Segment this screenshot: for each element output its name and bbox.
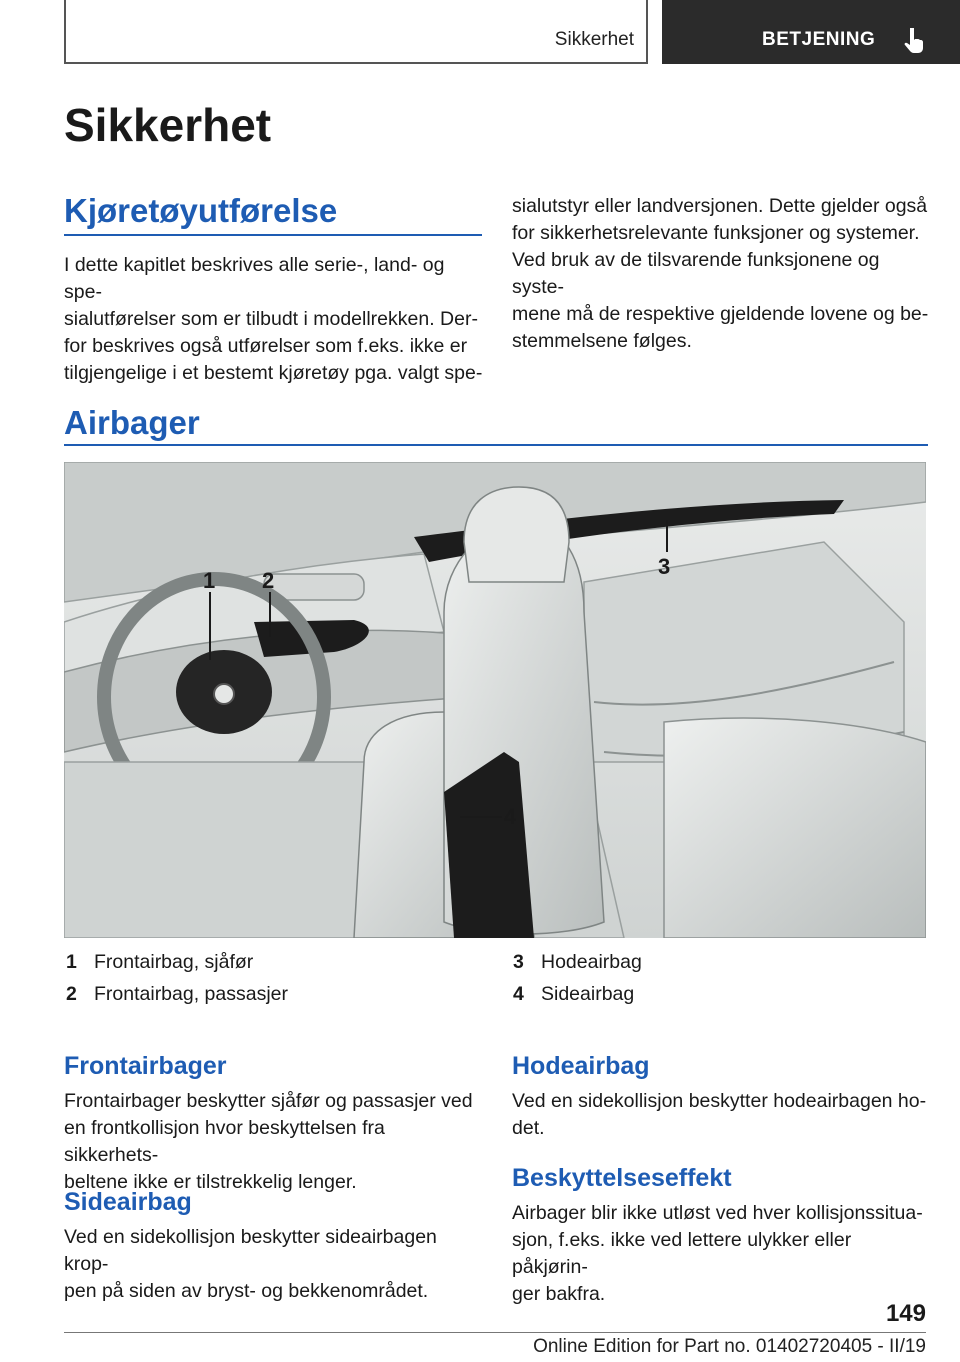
vehicle-design-col1 <box>64 252 484 387</box>
text-line: I dette kapitlet beskrives alle serie-, land- og spe- <box>64 254 445 303</box>
callout-1: 1 <box>203 568 216 593</box>
text-line: stemmelsene følges. <box>512 330 692 352</box>
side-airbag-text <box>64 1224 484 1305</box>
vehicle-design-rule <box>64 234 482 236</box>
callout-4: 4 <box>504 804 517 829</box>
protective-effect-heading: Beskyttelseseffekt <box>512 1164 732 1192</box>
text-line: sjon, f.eks. ikke ved lettere ulykker eller påkjørin- <box>512 1229 852 1278</box>
text-line: sialutstyr eller landversjonen. Dette gjelder også <box>512 195 928 217</box>
protective-effect-text <box>512 1200 932 1308</box>
legend-label: Hodeairbag <box>541 951 642 973</box>
legend-number: 2 <box>66 983 77 1005</box>
header-tab[interactable] <box>662 0 960 64</box>
text-line: Ved bruk av de tilsvarende funksjonene og syste- <box>512 249 880 298</box>
page-title: Sikkerhet <box>64 99 272 151</box>
text-line: ger bakfra. <box>512 1283 606 1305</box>
text-line: tilgjengelige i et bestemt kjøretøy pga. valgt spe- <box>64 362 483 384</box>
text-line: for beskrives også utførelser som f.eks. ikke er <box>64 335 468 357</box>
text-line: beltene ikke er tilstrekkelig lenger. <box>64 1171 357 1193</box>
page-number: 149 <box>885 1300 926 1327</box>
text-line: sialutførelser som er tilbudt i modellrekken. Der- <box>64 308 478 330</box>
header-section-label: Sikkerhet <box>554 29 634 50</box>
text-line: for sikkerhetsrelevante funksjoner og systemer. <box>512 222 920 244</box>
footer-edition: Online Edition for Part no. 01402720405 - II/19 <box>533 1336 926 1357</box>
side-airbag-heading: Sideairbag <box>64 1188 192 1216</box>
legend-label: Frontairbag, sjåfør <box>94 951 254 973</box>
vehicle-design-col2 <box>512 193 932 355</box>
pointing-hand-icon <box>902 26 928 59</box>
airbags-rule <box>64 444 928 446</box>
front-airbags-heading: Frontairbager <box>64 1052 227 1080</box>
text-line: Frontairbager beskytter sjåfør og passasjer ved <box>64 1090 473 1112</box>
airbags-heading: Airbager <box>64 404 200 441</box>
text-line: Ved en sidekollisjon beskytter sideairbagen krop- <box>64 1226 437 1275</box>
text-line: en frontkollisjon hvor beskyttelsen fra sikkerhets- <box>64 1117 385 1166</box>
vehicle-design-heading: Kjøretøyutførelse <box>64 192 338 229</box>
text-line: Airbager blir ikke utløst ved hver kollisjonssitua- <box>512 1202 923 1224</box>
front-airbags-text <box>64 1088 484 1196</box>
header-frame <box>64 0 648 64</box>
legend-label: Sideairbag <box>541 983 635 1005</box>
car-interior-drawing <box>64 462 926 938</box>
text-line: mene må de respektive gjeldende lovene og be- <box>512 303 929 325</box>
callout-3: 3 <box>658 554 671 579</box>
head-airbag-heading: Hodeairbag <box>512 1052 650 1080</box>
text-line: Ved en sidekollisjon beskytter hodeairbagen ho- <box>512 1090 927 1112</box>
head-airbag-text <box>512 1088 932 1142</box>
legend-number: 4 <box>513 983 524 1005</box>
text-line: det. <box>512 1117 545 1139</box>
airbag-illustration <box>64 462 926 938</box>
callout-2: 2 <box>262 568 275 593</box>
legend-label: Frontairbag, passasjer <box>94 983 289 1005</box>
text-line: pen på siden av bryst- og bekkenområdet. <box>64 1280 429 1302</box>
footer-rule <box>64 1332 926 1333</box>
legend-number: 1 <box>66 951 77 973</box>
header-tab-label: BETJENING <box>762 29 876 50</box>
legend-number: 3 <box>513 951 524 973</box>
